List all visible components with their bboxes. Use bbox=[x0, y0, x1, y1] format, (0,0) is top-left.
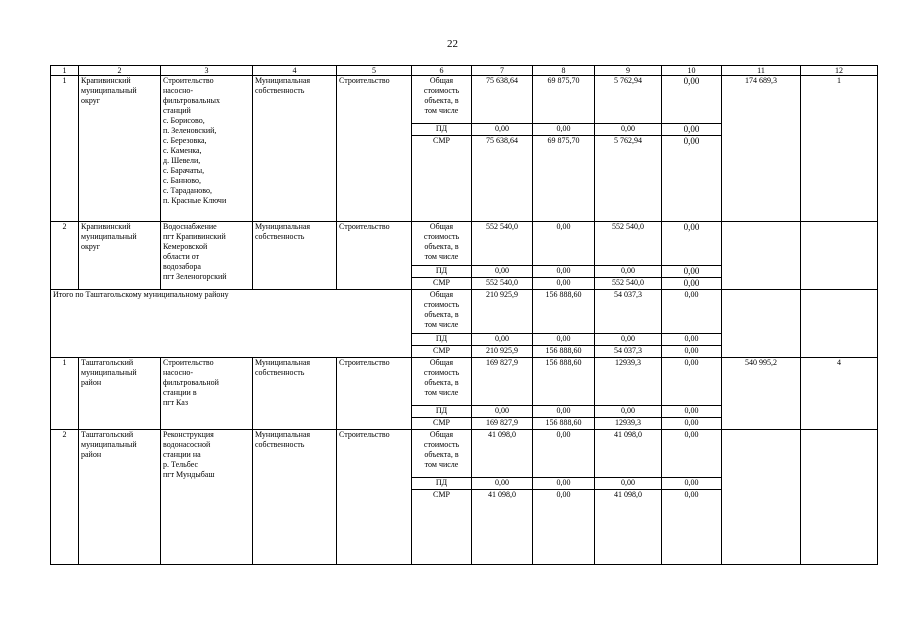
value-cell-11 bbox=[722, 222, 801, 290]
value-cell-12 bbox=[801, 430, 878, 565]
table-row bbox=[51, 290, 878, 334]
value-cell-8: 0,00 bbox=[533, 278, 595, 290]
cost-label-cell: СМР bbox=[412, 278, 472, 290]
col-number: 8 bbox=[533, 66, 595, 76]
value-cell-7: 75 638,64 bbox=[472, 136, 533, 222]
value-cell-12: 1 bbox=[801, 76, 878, 222]
cost-label-cell: ПД bbox=[412, 406, 472, 418]
value-cell-8: 156 888,60 bbox=[533, 358, 595, 406]
value-cell-7: 75 638,64 bbox=[472, 76, 533, 124]
col-number: 11 bbox=[722, 66, 801, 76]
value-cell-9: 5 762,94 bbox=[595, 76, 662, 124]
col-number: 3 bbox=[161, 66, 253, 76]
table-body bbox=[51, 66, 878, 565]
value-cell-9: 0,00 bbox=[595, 406, 662, 418]
municipality-cell: Крапивинский муниципальный округ bbox=[79, 222, 161, 290]
value-cell-10: 0,00 bbox=[662, 490, 722, 565]
value-cell-10: 0,00 bbox=[662, 346, 722, 358]
value-cell-9: 12939,3 bbox=[595, 358, 662, 406]
value-cell-10: 0,00 bbox=[662, 124, 722, 136]
value-cell-11 bbox=[722, 430, 801, 565]
value-cell-7: 210 925,9 bbox=[472, 290, 533, 334]
value-cell-10: 0,00 bbox=[662, 222, 722, 266]
work-type-cell: Строительство bbox=[337, 358, 412, 430]
municipality-cell: Таштагольский муниципальный район bbox=[79, 358, 161, 430]
table-row bbox=[51, 358, 878, 406]
cost-label-cell: Общая стоимость объекта, в том числе bbox=[412, 290, 472, 334]
ownership-cell: Муниципальная собственность bbox=[253, 76, 337, 222]
value-cell-7: 0,00 bbox=[472, 124, 533, 136]
value-cell-8: 0,00 bbox=[533, 478, 595, 490]
cost-label-cell: СМР bbox=[412, 490, 472, 565]
municipality-cell: Крапивинский муниципальный округ bbox=[79, 76, 161, 222]
work-type-cell: Строительство bbox=[337, 76, 412, 222]
value-cell-10: 0,00 bbox=[662, 136, 722, 222]
cost-label-cell: СМР bbox=[412, 346, 472, 358]
value-cell-10: 0,00 bbox=[662, 266, 722, 278]
value-cell-10: 0,00 bbox=[662, 418, 722, 430]
value-cell-10: 0,00 bbox=[662, 478, 722, 490]
object-name-cell: Реконструкция водонасосной станции на р. Тельбес пгт Мундыбаш bbox=[161, 430, 253, 565]
value-cell-7: 552 540,0 bbox=[472, 222, 533, 266]
value-cell-7: 210 925,9 bbox=[472, 346, 533, 358]
value-cell-9: 41 098,0 bbox=[595, 430, 662, 478]
cost-label-cell: СМР bbox=[412, 136, 472, 222]
value-cell-9: 41 098,0 bbox=[595, 490, 662, 565]
ownership-cell: Муниципальная собственность bbox=[253, 358, 337, 430]
value-cell-10: 0,00 bbox=[662, 430, 722, 478]
cost-label-cell: ПД bbox=[412, 478, 472, 490]
object-name-cell: Строительство насосно- фильтровальных станций с. Борисово, п. Зеленовский, с. Березовка, с. Каменка, д. Шевели, с. Барачаты, с. Банново, с. Тараданово, п. Красные Ключи bbox=[161, 76, 253, 222]
col-number: 2 bbox=[79, 66, 161, 76]
work-type-cell: Строительство bbox=[337, 430, 412, 565]
value-cell-12 bbox=[801, 222, 878, 290]
value-cell-7: 0,00 bbox=[472, 266, 533, 278]
ownership-cell: Муниципальная собственность bbox=[253, 222, 337, 290]
value-cell-11: 174 689,3 bbox=[722, 76, 801, 222]
work-type-cell: Строительство bbox=[337, 222, 412, 290]
value-cell-9: 552 540,0 bbox=[595, 278, 662, 290]
cost-label-cell: ПД bbox=[412, 266, 472, 278]
page-number: 22 bbox=[447, 38, 458, 50]
ownership-cell: Муниципальная собственность bbox=[253, 430, 337, 565]
value-cell-11: 540 995,2 bbox=[722, 358, 801, 430]
value-cell-8: 156 888,60 bbox=[533, 418, 595, 430]
value-cell-8: 69 875,70 bbox=[533, 136, 595, 222]
value-cell-8: 156 888,60 bbox=[533, 290, 595, 334]
value-cell-8: 0,00 bbox=[533, 222, 595, 266]
cost-label-cell: Общая стоимость объекта, в том числе bbox=[412, 222, 472, 266]
value-cell-9: 12939,3 bbox=[595, 418, 662, 430]
value-cell-9: 54 037,3 bbox=[595, 346, 662, 358]
value-cell-9: 5 762,94 bbox=[595, 136, 662, 222]
value-cell-11 bbox=[722, 290, 801, 358]
row-number: 2 bbox=[51, 222, 79, 290]
value-cell-7: 169 827,9 bbox=[472, 418, 533, 430]
value-cell-9: 552 540,0 bbox=[595, 222, 662, 266]
value-cell-10: 0,00 bbox=[662, 334, 722, 346]
value-cell-8: 0,00 bbox=[533, 430, 595, 478]
municipality-cell: Таштагольский муниципальный район bbox=[79, 430, 161, 565]
table-row bbox=[51, 430, 878, 478]
total-title-cell: Итого по Таштагольскому муниципальному району bbox=[51, 290, 412, 358]
object-name-cell: Водоснабжение пгт Крапивинский Кемеровской области от водозабора пгт Зеленогорский bbox=[161, 222, 253, 290]
value-cell-10: 0,00 bbox=[662, 290, 722, 334]
value-cell-9: 54 037,3 bbox=[595, 290, 662, 334]
row-number: 1 bbox=[51, 358, 79, 430]
column-numbers-row bbox=[51, 66, 878, 76]
col-number: 6 bbox=[412, 66, 472, 76]
table-row bbox=[51, 76, 878, 124]
value-cell-7: 0,00 bbox=[472, 478, 533, 490]
col-number: 1 bbox=[51, 66, 79, 76]
value-cell-7: 0,00 bbox=[472, 334, 533, 346]
value-cell-9: 0,00 bbox=[595, 478, 662, 490]
investment-table bbox=[50, 65, 878, 565]
col-number: 7 bbox=[472, 66, 533, 76]
value-cell-12: 4 bbox=[801, 358, 878, 430]
cost-label-cell: ПД bbox=[412, 334, 472, 346]
col-number: 10 bbox=[662, 66, 722, 76]
value-cell-7: 41 098,0 bbox=[472, 490, 533, 565]
value-cell-8: 156 888,60 bbox=[533, 346, 595, 358]
cost-label-cell: Общая стоимость объекта, в том числе bbox=[412, 358, 472, 406]
value-cell-8: 0,00 bbox=[533, 406, 595, 418]
value-cell-10: 0,00 bbox=[662, 278, 722, 290]
value-cell-12 bbox=[801, 290, 878, 358]
value-cell-8: 0,00 bbox=[533, 334, 595, 346]
row-number: 1 bbox=[51, 76, 79, 222]
cost-label-cell: Общая стоимость объекта, в том числе bbox=[412, 430, 472, 478]
value-cell-7: 169 827,9 bbox=[472, 358, 533, 406]
col-number: 12 bbox=[801, 66, 878, 76]
value-cell-8: 0,00 bbox=[533, 266, 595, 278]
value-cell-10: 0,00 bbox=[662, 406, 722, 418]
value-cell-9: 0,00 bbox=[595, 124, 662, 136]
table-row bbox=[51, 222, 878, 266]
value-cell-9: 0,00 bbox=[595, 334, 662, 346]
value-cell-8: 0,00 bbox=[533, 124, 595, 136]
value-cell-10: 0,00 bbox=[662, 76, 722, 124]
row-number: 2 bbox=[51, 430, 79, 565]
cost-label-cell: ПД bbox=[412, 124, 472, 136]
value-cell-10: 0,00 bbox=[662, 358, 722, 406]
value-cell-9: 0,00 bbox=[595, 266, 662, 278]
value-cell-8: 69 875,70 bbox=[533, 76, 595, 124]
cost-label-cell: СМР bbox=[412, 418, 472, 430]
col-number: 5 bbox=[337, 66, 412, 76]
value-cell-7: 0,00 bbox=[472, 406, 533, 418]
col-number: 4 bbox=[253, 66, 337, 76]
object-name-cell: Строительство насосно- фильтровальной станции в пгт Каз bbox=[161, 358, 253, 430]
col-number: 9 bbox=[595, 66, 662, 76]
value-cell-7: 552 540,0 bbox=[472, 278, 533, 290]
value-cell-7: 41 098,0 bbox=[472, 430, 533, 478]
cost-label-cell: Общая стоимость объекта, в том числе bbox=[412, 76, 472, 124]
value-cell-8: 0,00 bbox=[533, 490, 595, 565]
